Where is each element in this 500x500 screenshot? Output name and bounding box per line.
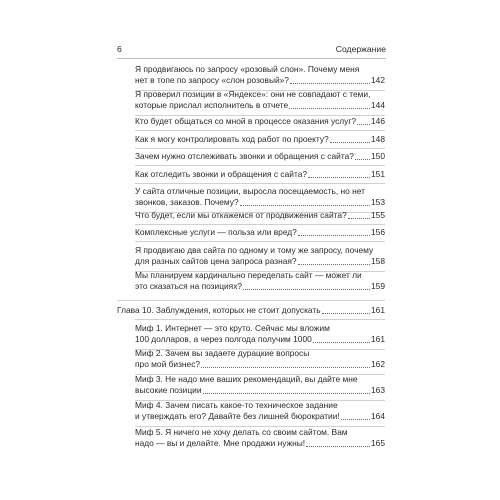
toc-page-number: 161 (371, 305, 385, 315)
toc-entry-text: Я продвигаю два сайта по одному и тому же запросу, почему (135, 245, 374, 255)
entry-divider (135, 224, 385, 225)
toc-entry[interactable] (135, 323, 385, 346)
page-number: 6 (117, 44, 122, 54)
toc-entry-last-line (135, 75, 385, 86)
toc-page-number: 148 (371, 134, 385, 144)
section-title: Содержание (335, 44, 386, 54)
entry-divider (135, 165, 385, 166)
dot-leader (357, 116, 370, 125)
toc-entry-text: про мой бизнес? (135, 359, 201, 370)
toc-entry-last-line (135, 227, 385, 238)
toc-entry-text: Комплексные услуги — польза или вред? (135, 227, 297, 237)
entry-divider (117, 300, 385, 301)
dot-leader (330, 134, 370, 143)
toc-entry-last-line (135, 210, 385, 221)
toc-entry-text: надо — вы и делайте. Мне продажи нужны! (135, 438, 306, 449)
entry-divider (135, 148, 385, 149)
dot-leader (298, 256, 370, 265)
toc-page-number: 165 (371, 438, 385, 449)
toc-entry[interactable] (135, 134, 385, 145)
toc-entry-line (135, 186, 385, 197)
dot-leader (290, 75, 370, 84)
toc-entry[interactable] (135, 348, 385, 371)
entry-divider (135, 183, 385, 184)
toc-entry-text: Миф 3. Не надо мне ваших рекомендаций, вы дайте мне (135, 374, 358, 384)
toc-page-number: 146 (371, 116, 385, 126)
toc-entry-last-line (135, 169, 385, 180)
toc-entry-text: Я проверил позиции в «Яндексе»: они не совпадают с теми, (135, 89, 371, 99)
dot-leader (240, 197, 370, 206)
chapter-label: Глава 10. (117, 305, 154, 315)
toc-entry-text: Миф 1. Интернет — это круто. Сейчас мы вложим (135, 323, 330, 333)
toc-page-number: 161 (371, 334, 385, 345)
toc-entry-last-line (135, 334, 385, 345)
toc-entry-text: которые прислал исполнитель в отчете (135, 100, 289, 111)
toc-page-number: 153 (371, 197, 385, 208)
entry-divider (135, 130, 385, 131)
toc-entry-line (135, 374, 385, 385)
dot-leader (355, 151, 370, 160)
dot-leader (201, 359, 370, 368)
toc-page-number: 156 (371, 227, 385, 237)
chapter-title: Заблуждения, которых не стоит допускать (153, 305, 321, 315)
toc-entry-line (135, 89, 385, 100)
toc-entry-line (135, 270, 385, 281)
running-header (0, 44, 500, 58)
toc-chapter-line (117, 305, 385, 316)
dot-leader (203, 385, 371, 394)
toc-entry-text: и утверждать его? Давайте без лишней бюрократии! (135, 411, 340, 422)
dot-leader (298, 227, 370, 236)
toc-entry[interactable] (135, 227, 385, 238)
dot-leader (243, 281, 370, 290)
entry-divider (135, 319, 385, 320)
toc-page-number: 151 (371, 169, 385, 179)
toc-entry[interactable] (135, 89, 385, 112)
toc-entry-last-line (135, 116, 385, 127)
toc-entry-text: нет в топе по запросу «слон розовый»? (135, 75, 289, 86)
toc-entry-text: Как отследить звонки и обращения с сайта? (135, 169, 308, 179)
toc-entry[interactable] (135, 374, 385, 397)
toc-entry-text: это сказаться на позициях? (135, 281, 243, 292)
toc-entry[interactable] (135, 427, 385, 450)
toc-entry-last-line (135, 256, 385, 267)
dot-leader (348, 210, 370, 219)
toc-entry[interactable] (135, 400, 385, 423)
toc-entry-last-line (135, 411, 385, 422)
toc-page-number: 159 (371, 281, 385, 292)
toc-entry-last-line (135, 281, 385, 292)
dot-leader (341, 411, 370, 420)
toc-entry[interactable] (135, 245, 385, 268)
toc-entry[interactable] (135, 64, 385, 87)
toc-page-number: 144 (371, 100, 385, 111)
toc-entry-line (135, 348, 385, 359)
toc-entry-line (135, 64, 385, 75)
toc-entry-text: звонков, заказов. Почему? (135, 197, 239, 208)
toc-page-number: 162 (371, 359, 385, 370)
toc-entry[interactable] (135, 186, 385, 209)
toc-entry[interactable] (135, 116, 385, 127)
toc-entry-line (135, 427, 385, 438)
toc-entry-last-line (135, 100, 385, 111)
toc-entry[interactable] (135, 210, 385, 221)
toc-entry-text: для разных сайтов цена запроса разная? (135, 256, 297, 267)
toc-entry-text: Кто будет общаться со мной в процессе оказания услуг? (135, 116, 357, 126)
toc-entry-text: Как я могу контролировать ход работ по проекту? (135, 134, 329, 144)
toc-entry-text: Зачем нужно отслеживать звонки и обращения с сайта? (135, 151, 354, 161)
toc-entry-text: Миф 4. Зачем писать какое-то техническое задание (135, 400, 338, 410)
toc-entry-line (135, 323, 385, 334)
toc-page-number: 155 (371, 210, 385, 220)
toc-entry-text: Миф 5. Я ничего не хочу делать со своим сайтом. Вам (135, 427, 348, 437)
toc-entry[interactable] (135, 169, 385, 180)
toc-entry-text: Я продвигаюсь по запросу «розовый слон». Почему меня (135, 64, 360, 74)
toc-entry-line (135, 400, 385, 411)
toc-page-number: 150 (371, 151, 385, 161)
toc-entry-last-line (135, 438, 385, 449)
toc-entry-last-line (135, 359, 385, 370)
toc-entry-text: 100 долларов, а через полгода получим 1000 (135, 334, 312, 345)
toc-entry-last-line (135, 134, 385, 145)
toc-entry[interactable] (135, 151, 385, 162)
toc-entry-text: Мы планируем кардинально переделать сайт — может ли (135, 270, 362, 280)
toc-entry-line (135, 245, 385, 256)
toc-page-number: 164 (371, 411, 385, 422)
toc-entry-last-line (135, 151, 385, 162)
toc-entry[interactable] (135, 270, 385, 293)
toc-page-number: 142 (371, 75, 385, 86)
toc-entry-last-line (135, 385, 385, 396)
toc-page-number: 163 (371, 385, 385, 396)
dot-leader (289, 100, 370, 109)
toc-entry-text: У сайта отличные позиции, выросла посещаемость, но нет (135, 186, 365, 196)
toc-entry-text: высокие позиции (135, 385, 202, 396)
dot-leader (306, 438, 370, 447)
toc-entry-last-line (135, 197, 385, 208)
toc-entry-text: Что будет, если мы откажемся от продвижения сайта? (135, 210, 347, 220)
dot-leader (313, 334, 370, 343)
dot-leader (308, 169, 370, 178)
toc-entry-text: Миф 2. Зачем вы задаете дурацкие вопросы (135, 348, 310, 358)
toc-page-number: 158 (371, 256, 385, 267)
header-divider (117, 58, 386, 59)
toc-chapter-entry[interactable] (117, 305, 385, 316)
entry-divider (135, 241, 385, 242)
dot-leader (322, 305, 370, 314)
